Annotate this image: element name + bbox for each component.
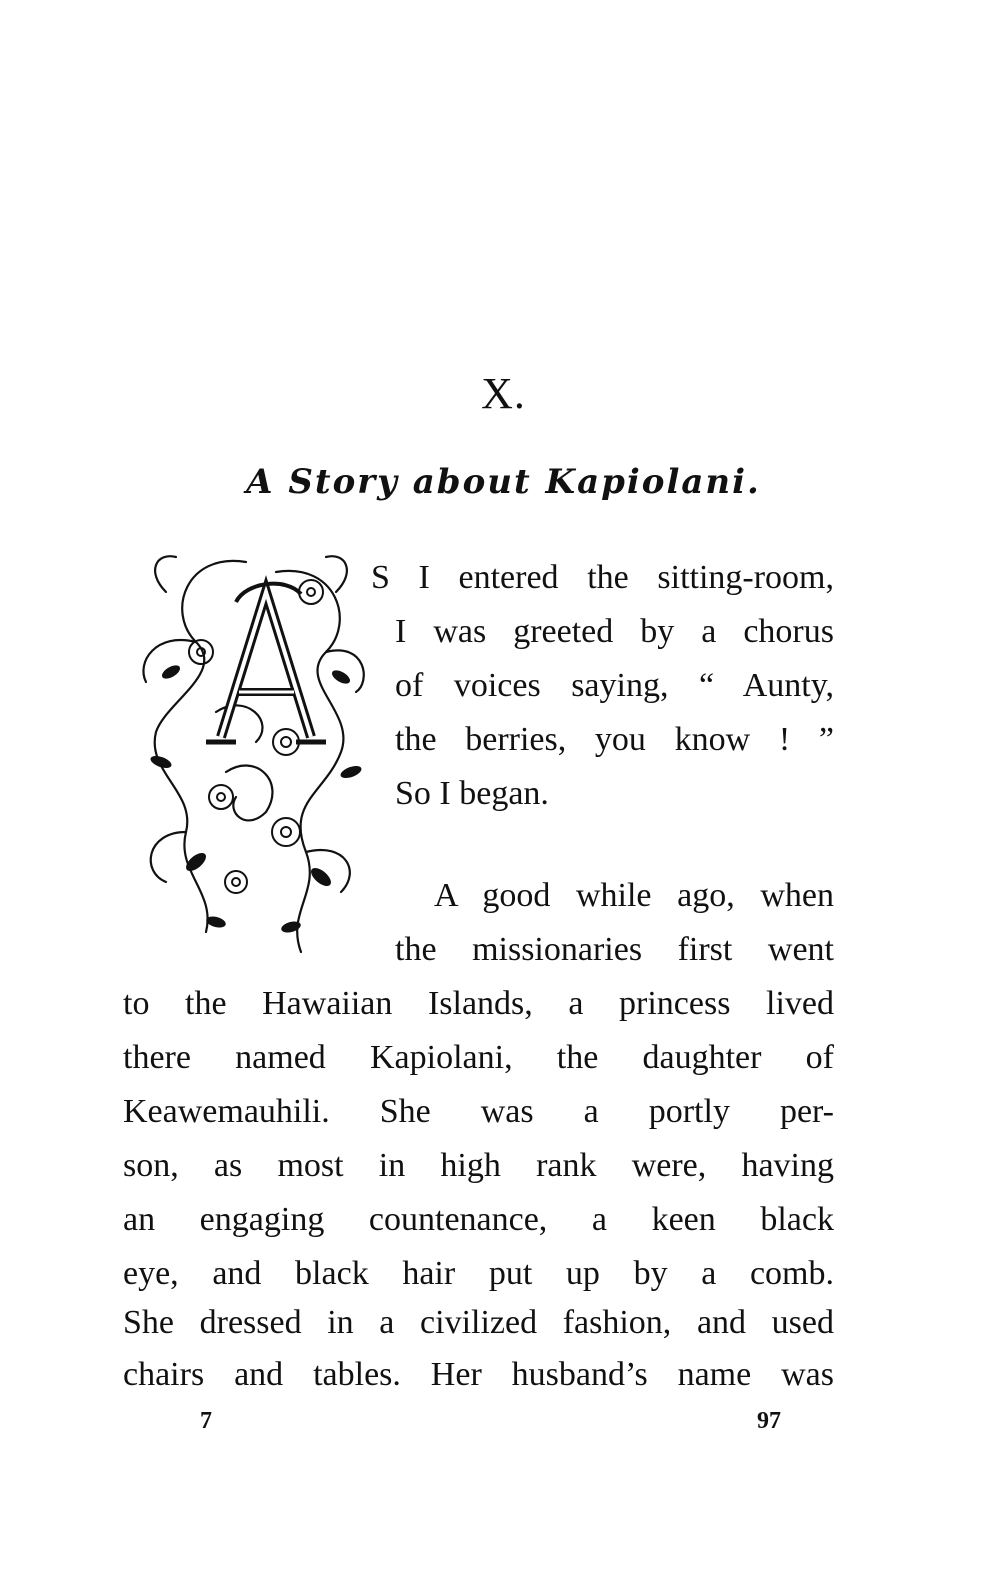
text-line: So I began. bbox=[395, 775, 549, 812]
text-line: chairs and tables. Her husband’s name was bbox=[123, 1356, 834, 1393]
text-line: there named Kapiolani, the daughter of bbox=[123, 1039, 834, 1076]
ornamental-initial-icon bbox=[126, 532, 376, 972]
text-line: A good while ago, when bbox=[434, 877, 834, 914]
text-line: an engaging countenance, a keen black bbox=[123, 1201, 834, 1238]
chapter-title: A Story about Kapiolani. bbox=[246, 462, 761, 502]
text-line: S I entered the sitting-room, bbox=[371, 559, 834, 596]
text-line: of voices saying, “ Aunty, bbox=[395, 667, 834, 704]
text-line: the berries, you know ! ” bbox=[395, 721, 834, 758]
text-line: son, as most in high rank were, having bbox=[123, 1147, 834, 1184]
text-line: I was greeted by a chorus bbox=[395, 613, 834, 650]
text-line: Keawemauhili. She was a portly per- bbox=[123, 1093, 834, 1130]
text-line: eye, and black hair put up by a comb. bbox=[123, 1255, 834, 1292]
chapter-number: X. bbox=[481, 369, 526, 418]
text-line: She dressed in a civilized fashion, and used bbox=[123, 1304, 834, 1341]
signature-mark: 7 bbox=[200, 1408, 212, 1434]
text-line: the missionaries first went bbox=[395, 931, 834, 968]
page-number: 97 bbox=[757, 1408, 781, 1434]
text-line: to the Hawaiian Islands, a princess lived bbox=[123, 985, 834, 1022]
